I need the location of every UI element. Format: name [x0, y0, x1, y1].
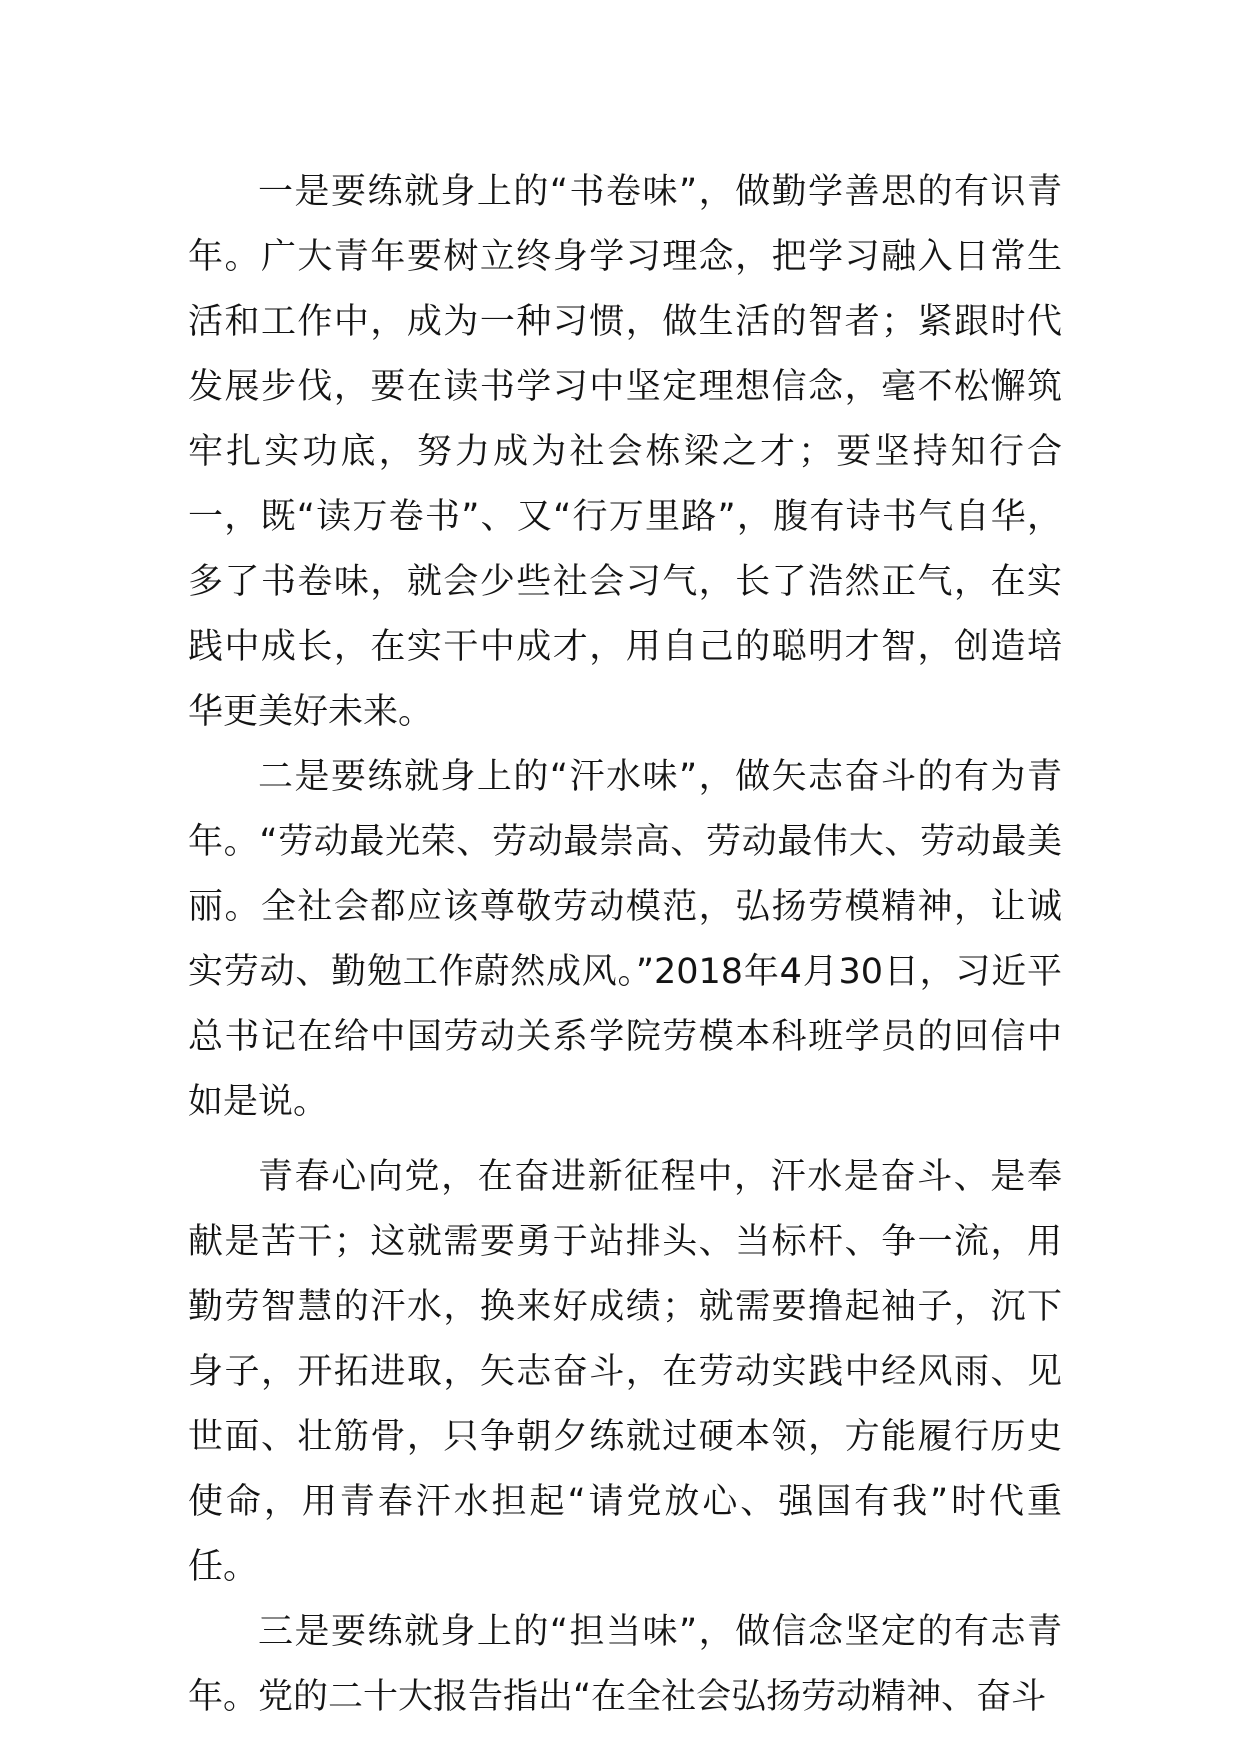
paragraph-sweat-flavor: 二是要练就身上的“汗水味”，做矢志奋斗的有为青年。“劳动最光荣、劳动最崇高、劳动最伟大、劳动最美丽。全社会都应该尊敬劳动模范，弘扬劳模精神，让诚实劳动、勤勉工作蔚然成风。”2018年4月30日，习近平总书记在给中国劳动关系学院劳模本科班学员的回信中如是说。 [188, 757, 1062, 1122]
paragraph-responsibility-flavor: 三是要练就身上的“担当味”，做信念坚定的有志青年。党的二十大报告指出“在全社会弘扬劳动精神、奋斗 [188, 1612, 1062, 1717]
document-body [188, 160, 1062, 1730]
paragraph-book-flavor: 一是要练就身上的“书卷味”，做勤学善思的有识青年。广大青年要树立终身学习理念，把学习融入日常生活和工作中，成为一种习惯，做生活的智者；紧跟时代发展步伐，要在读书学习中坚定理想信念，毫不松懈筑牢扎实功底，努力成为社会栋梁之才；要坚持知行合一，既“读万卷书”、又“行万里路”，腹有诗书气自华，多了书卷味，就会少些社会习气，长了浩然正气，在实践中成长，在实干中成才，用自己的聪明才智，创造培华更美好未来。 [188, 172, 1062, 732]
paragraph-youth-party: 青春心向党，在奋进新征程中，汗水是奋斗、是奉献是苦干；这就需要勇于站排头、当标杆、争一流，用勤劳智慧的汗水，换来好成绩；就需要撸起袖子，沉下身子，开拓进取，矢志奋斗，在劳动实践中经风雨、见世面、壮筋骨，只争朝夕练就过硬本领，方能履行历史使命，用青春汗水担起“请党放心、强国有我”时代重任。 [188, 1157, 1062, 1587]
